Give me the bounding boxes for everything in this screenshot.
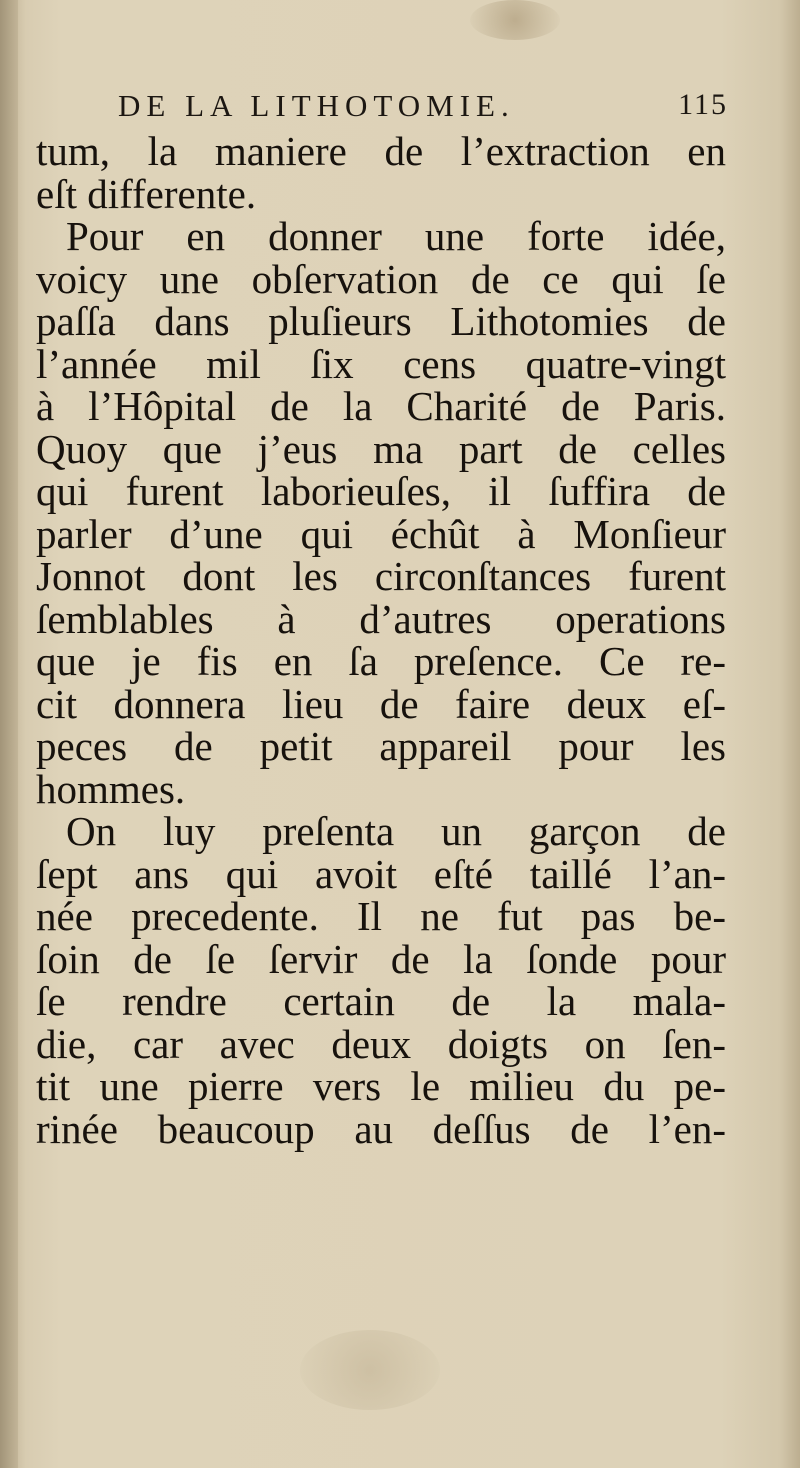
text-line: die, car avec deux doigts on ſen- — [36, 1020, 726, 1067]
paper-stain — [470, 0, 560, 40]
running-head-title: DE LA LITHOTOMIE. — [118, 88, 515, 123]
text-line: tum, la maniere de l’extraction en — [36, 128, 726, 174]
text-line: tit une pierre vers le milieu du pe- — [36, 1063, 726, 1109]
text-line: qui furent laborieuſes, il ſuffira de — [36, 468, 726, 514]
text-line: cit donnera lieu de faire deux eſ- — [36, 680, 726, 727]
body-text — [36, 130, 726, 1150]
text-line: rinée beaucoup au deſſus de l’en- — [36, 1105, 726, 1152]
page-number: 115 — [678, 88, 728, 121]
text-line: hommes. — [36, 765, 186, 812]
paper-stain — [300, 1330, 440, 1410]
text-line: que je fis en ſa preſence. Ce re- — [36, 638, 726, 684]
text-line: née precedente. Il ne fut pas be- — [36, 893, 726, 939]
text-line: l’année mil ſix cens quatre-vingt — [36, 340, 726, 387]
text-line: paſſa dans pluſieurs Lithotomies de — [36, 298, 726, 344]
text-line: Pour en donner une forte idée, — [66, 213, 726, 259]
running-head — [118, 88, 728, 128]
text-line: ſoin de ſe ſervir de la ſonde pour — [36, 935, 726, 982]
text-line: voicy une obſervation de ce qui ſe — [36, 255, 726, 302]
text-line: ſemblables à d’autres operations — [36, 595, 726, 642]
text-line: ſe rendre certain de la mala- — [36, 978, 726, 1024]
text-line: à l’Hôpital de la Charité de Paris. — [36, 383, 726, 429]
text-line: peces de petit appareil pour les — [36, 723, 726, 769]
text-line: On luy preſenta un garçon de — [66, 808, 726, 854]
text-line: parler d’une qui échût à Monſieur — [36, 510, 726, 557]
text-line: Quoy que j’eus ma part de celles — [36, 425, 726, 472]
text-line: ſept ans qui avoit eſté taillé l’an- — [36, 850, 726, 897]
text-line: Jonnot dont les circonſtances furent — [36, 553, 726, 599]
text-line: eſt differente. — [36, 170, 257, 217]
